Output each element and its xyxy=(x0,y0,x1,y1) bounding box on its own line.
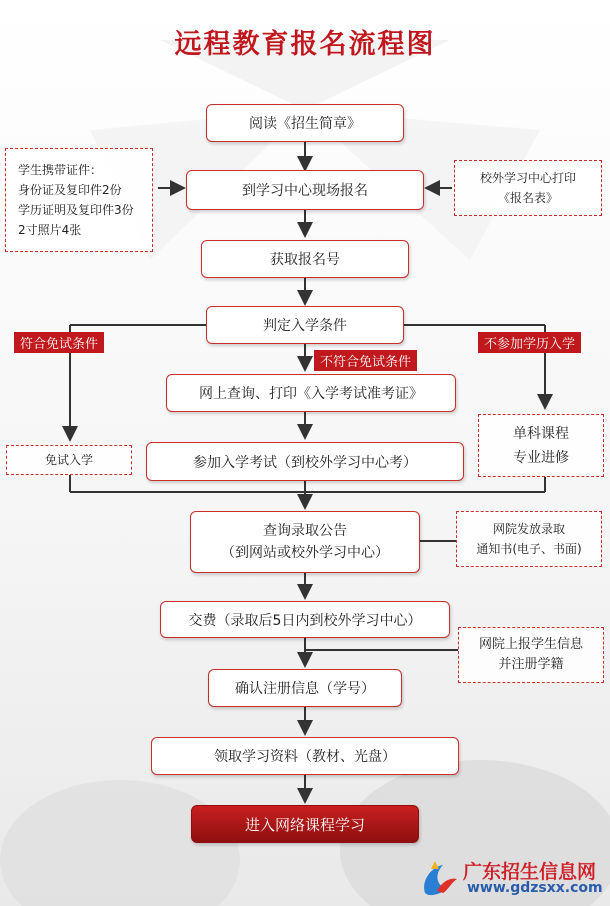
step-label: 进入网络课程学习 xyxy=(244,815,365,834)
step-label: 网上查询、打印《入学考试准考证》 xyxy=(199,386,423,402)
step-label: 到学习中心现场报名 xyxy=(242,183,368,199)
tag-not-meets-exemption: 不符合免试条件 xyxy=(314,350,417,371)
step-label: 参加入学考试（到校外学习中心考） xyxy=(193,454,417,471)
logo-icon xyxy=(417,859,461,899)
note-print-form xyxy=(454,160,602,216)
page-title: 远程教育报名流程图 xyxy=(174,29,436,60)
step-collect-materials xyxy=(151,737,459,775)
step-check-conditions xyxy=(206,306,404,344)
step-label: 交费（录取后5日内到校外学习中心） xyxy=(188,612,422,629)
note-line: 通知书(电子、书面) xyxy=(476,542,582,556)
step-label: （到网站或校外学习中心） xyxy=(221,545,389,561)
note-line: 《报名表》 xyxy=(497,191,558,205)
tag-meets-exemption: 符合免试条件 xyxy=(14,332,104,353)
note-line: 2寸照片4张 xyxy=(18,223,82,237)
watermark-site-name: 广东招生信息网 xyxy=(463,861,597,883)
note-exempt-admission xyxy=(6,445,132,475)
note-line: 单科课程 xyxy=(513,425,569,442)
step-label: 查询录取公告 xyxy=(263,523,347,539)
watermark-url[interactable]: www.gdzsxx.com xyxy=(467,880,603,896)
note-line: 网院上报学生信息 xyxy=(478,637,583,652)
step-label: 判定入学条件 xyxy=(263,318,347,334)
note-admission-notice xyxy=(456,511,602,567)
watermark xyxy=(415,855,605,901)
step-register-onsite xyxy=(186,170,424,210)
note-line: 并注册学籍 xyxy=(498,657,564,672)
note-line: 身份证及复印件2份 xyxy=(18,183,122,197)
tag-no-degree: 不参加学历入学 xyxy=(478,332,581,353)
step-print-ticket xyxy=(166,374,456,412)
step-get-number xyxy=(201,240,409,278)
step-label: 阅读《招生简章》 xyxy=(249,116,361,132)
step-label: 确认注册信息（学号） xyxy=(235,681,375,697)
step-confirm-registration xyxy=(208,669,402,707)
step-label: 领取学习资料（教材、光盘） xyxy=(214,749,396,765)
note-line: 校外学习中心打印 xyxy=(479,171,576,185)
step-start-learning xyxy=(191,805,419,843)
step-take-exam xyxy=(146,442,464,481)
note-line: 专业进修 xyxy=(513,449,569,466)
step-read-brochure xyxy=(206,104,404,142)
note-line: 学生携带证件： xyxy=(18,163,103,177)
step-check-admission xyxy=(190,511,420,573)
note-report-info xyxy=(458,627,604,683)
note-documents xyxy=(5,148,153,252)
note-single-course xyxy=(478,414,604,477)
note-line: 免试入学 xyxy=(44,453,93,467)
step-pay-fee xyxy=(160,601,450,638)
note-line: 学历证明及复印件3份 xyxy=(18,203,134,217)
step-label: 获取报名号 xyxy=(270,252,340,268)
note-line: 网院发放录取 xyxy=(492,522,565,536)
